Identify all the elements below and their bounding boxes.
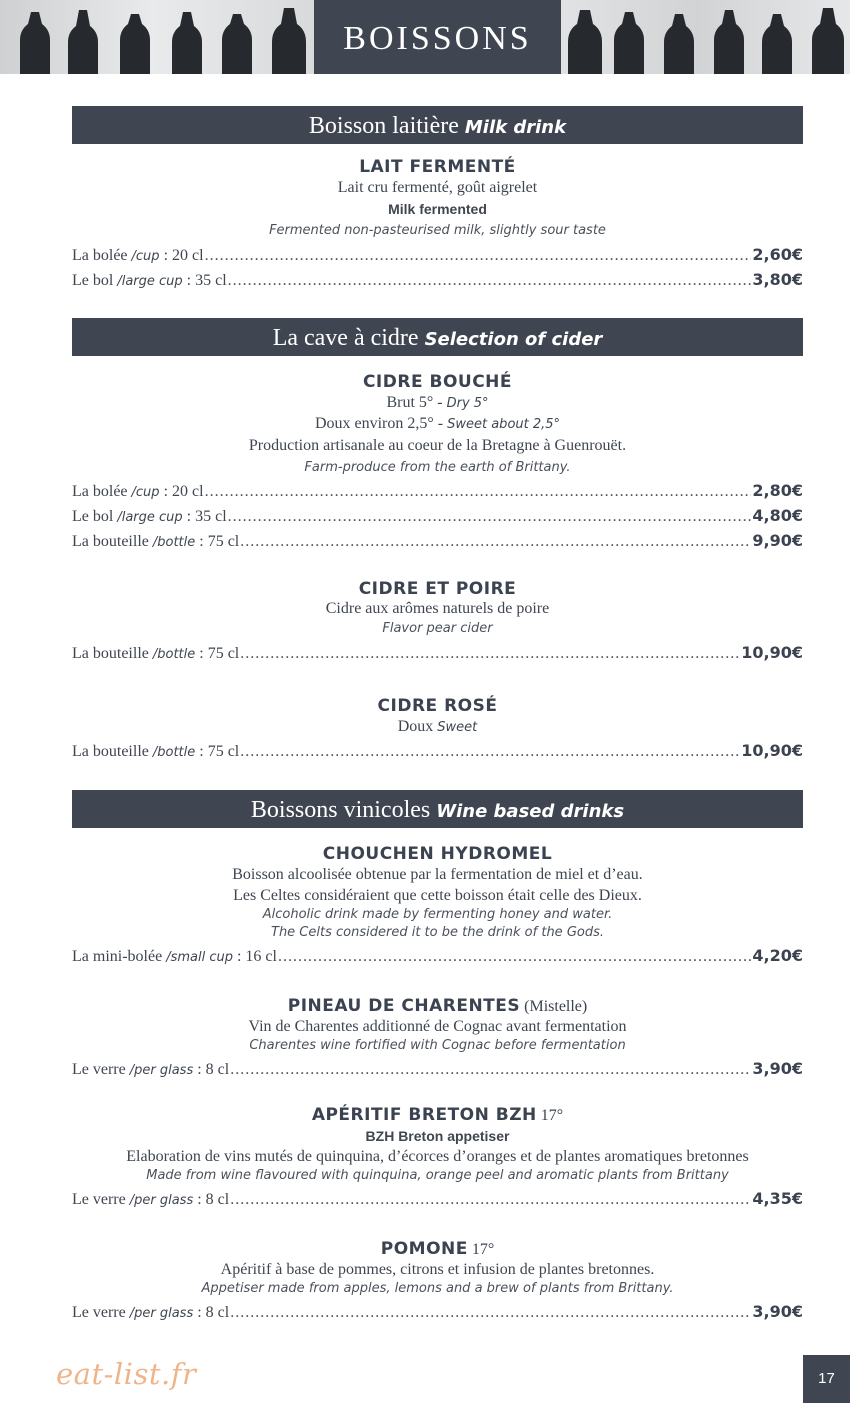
price: 3,80€: [752, 270, 803, 289]
section-header-cider: La cave à cidre Selection of cider: [72, 318, 803, 356]
item-description-en: Farm-produce from the earth of Brittany.: [304, 460, 571, 475]
item-description: Doux Sweet: [397, 718, 478, 735]
price-row: Le bol /large cup : 35 cl ..... 3,80€: [72, 270, 803, 292]
watermark-logo: eat-list.fr: [56, 1357, 197, 1391]
price: 4,20€: [752, 946, 803, 965]
section-header-wine-based: Boissons vinicoles Wine based drinks: [72, 790, 803, 828]
item-description-en: Charentes wine fortified with Cognac before fermentation: [249, 1038, 626, 1053]
item-description: Elaboration de vins mutés de quinquina, d’écorces d’oranges et de plantes aromatiques bretonnes: [126, 1148, 749, 1165]
item-description-en-title: BZH Breton appetiser: [365, 1128, 510, 1144]
item-description: Apéritif à base de pommes, citrons et infusion de plantes bretonnes.: [220, 1261, 655, 1278]
page-number: 17: [803, 1355, 850, 1403]
item-description: Doux environ 2,5° - Sweet about 2,5°: [314, 415, 561, 432]
item-title: LAIT FERMENTÉ: [359, 157, 516, 177]
price: 2,60€: [752, 245, 803, 264]
item-description: Lait cru fermenté, goût aigrelet: [337, 179, 538, 196]
item-description-en: Appetiser made from apples, lemons and a brew of plants from Brittany.: [201, 1281, 674, 1296]
item-description-en: Fermented non-pasteurised milk, slightly sour taste: [269, 223, 606, 238]
section-header-milk-drink: Boisson laitière Milk drink: [72, 106, 803, 144]
item-title: CHOUCHEN HYDROMEL: [322, 844, 553, 864]
item-description: Vin de Charentes additionné de Cognac avant fermentation: [248, 1018, 627, 1035]
item-description-en: The Celts considered it to be the drink of the Gods.: [271, 925, 604, 940]
item-description: Brut 5° - Dry 5°: [386, 394, 489, 411]
header-banner: [0, 0, 850, 74]
price-row: Le verre /per glass : 8 cl ..... 4,35€: [72, 1189, 803, 1211]
item-title: CIDRE ET POIRE: [358, 579, 517, 599]
price-row: La bouteille /bottle : 75 cl ..... 10,90€: [72, 643, 803, 665]
price-row: Le bol /large cup : 35 cl ..... 4,80€: [72, 506, 803, 528]
page-title: BOISSONS: [314, 0, 561, 74]
item-description-en: Alcoholic drink made by fermenting honey and water.: [262, 907, 613, 922]
price: 2,80€: [752, 481, 803, 500]
price-row: La bolée /cup : 20 cl ..... 2,80€: [72, 481, 803, 503]
price-row: Le verre /per glass : 8 cl ..... 3,90€: [72, 1059, 803, 1081]
price: 10,90€: [741, 741, 803, 760]
price: 3,90€: [752, 1059, 803, 1078]
item-description: Production artisanale au coeur de la Bretagne à Guenrouët.: [248, 437, 627, 454]
item-title: APÉRITIF BRETON BZH 17°: [311, 1105, 564, 1125]
price: 4,35€: [752, 1189, 803, 1208]
item-description: Boisson alcoolisée obtenue par la fermentation de miel et d’eau.: [232, 866, 643, 883]
price: 3,90€: [752, 1302, 803, 1321]
item-description: Les Celtes considéraient que cette boisson était celle des Dieux.: [233, 887, 642, 904]
item-description-en: Flavor pear cider: [382, 621, 493, 636]
price: 9,90€: [752, 531, 803, 550]
price-row: La bouteille /bottle : 75 cl ..... 10,90€: [72, 741, 803, 763]
price-row: La bolée /cup : 20 cl ..... 2,60€: [72, 245, 803, 267]
item-description-en-title: Milk fermented: [388, 201, 487, 217]
item-description-en: Made from wine flavoured with quinquina, orange peel and aromatic plants from Brittany: [146, 1168, 729, 1183]
price: 10,90€: [741, 643, 803, 662]
item-title: PINEAU DE CHARENTES (Mistelle): [287, 996, 588, 1016]
price-row: La mini-bolée /small cup : 16 cl ..... 4,20€: [72, 946, 803, 968]
price: 4,80€: [752, 506, 803, 525]
item-description: Cidre aux arômes naturels de poire: [325, 600, 550, 617]
item-title: CIDRE ROSÉ: [377, 696, 498, 716]
item-title: CIDRE BOUCHÉ: [362, 372, 513, 392]
item-title: POMONE 17°: [380, 1239, 495, 1259]
price-row: La bouteille /bottle : 75 cl ..... 9,90€: [72, 531, 803, 553]
price-row: Le verre /per glass : 8 cl ..... 3,90€: [72, 1302, 803, 1324]
